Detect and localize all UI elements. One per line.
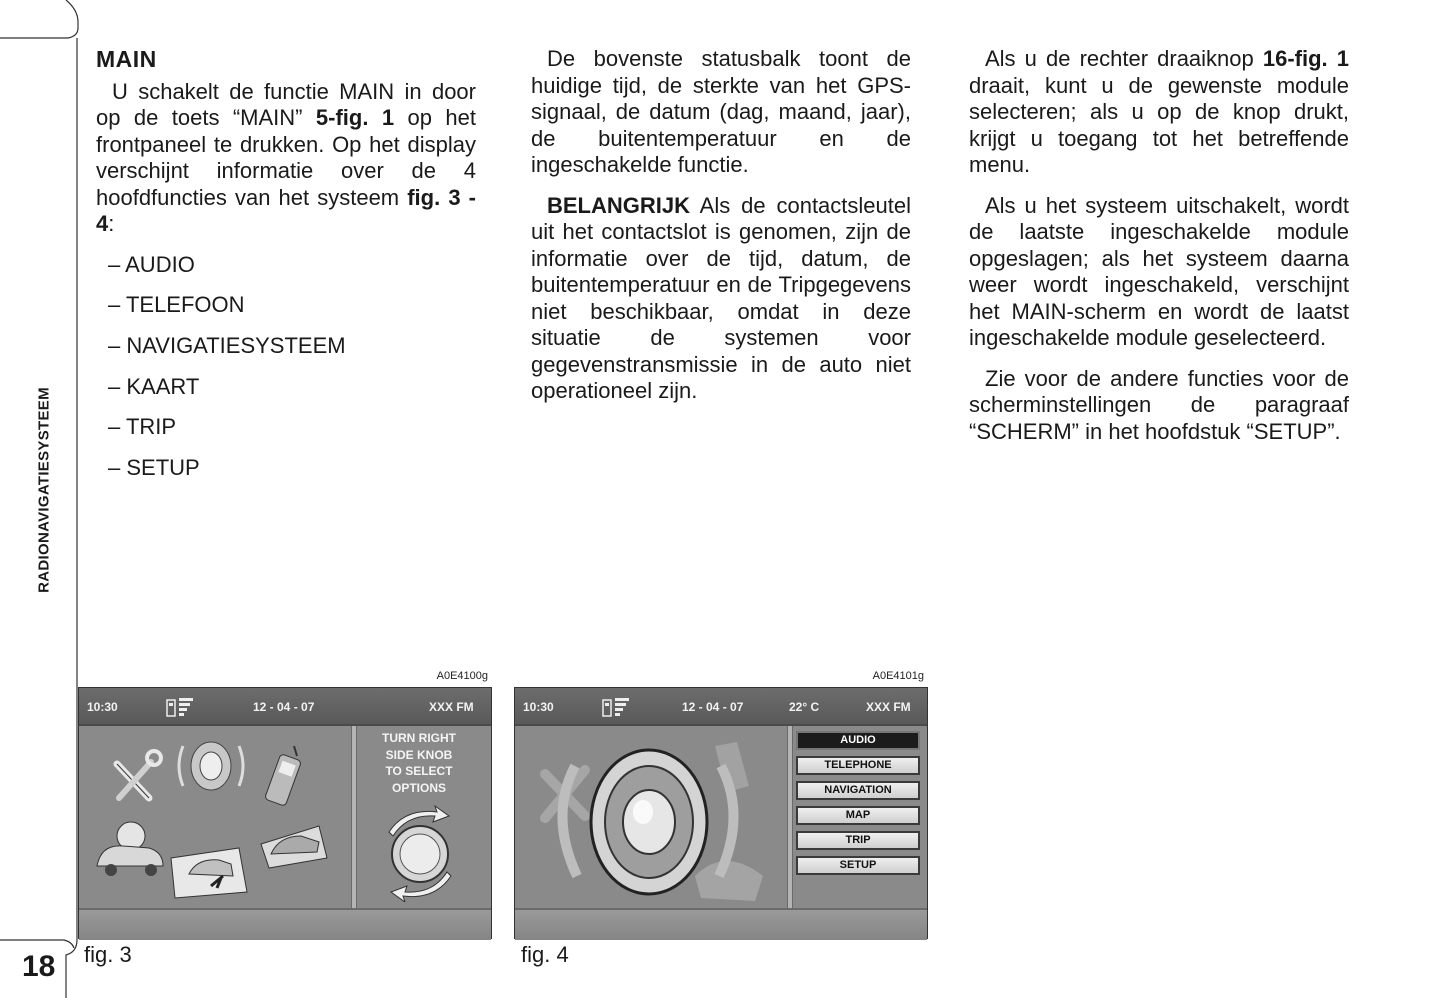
section-heading: MAIN — [96, 46, 157, 72]
paragraph-shutdown: Als u het systeem uitschakelt, wordt de laatste ingeschakelde module opgeslagen; als het systeem daarna weer wordt ingeschakeld, verschijnt het MAIN-scherm en wordt de laatst ingeschakelde module geselecteerd. — [969, 192, 1349, 350]
important-label: BELANGRIJK — [547, 192, 691, 218]
text-run: draait, kunt u de gewenste module selecteren; als u op de knop drukt, krijgt u toegang tot het betreffende menu. — [969, 72, 1349, 177]
gps-signal-icon — [601, 696, 631, 721]
list-item: – KAART — [108, 373, 200, 399]
speaker-icon[interactable] — [179, 742, 243, 790]
figure-reference: 16-fig. 1 — [1262, 46, 1349, 71]
knob-icon[interactable] — [375, 802, 465, 902]
status-source: XXX FM — [866, 700, 911, 714]
menu-setup-button[interactable]: SETUP — [796, 856, 920, 875]
text-run: op het frontpaneel te drukken. Op het display verschijnt informatie over de 4 hoofdfuncties van het systeem — [96, 105, 476, 210]
function-list — [96, 252, 476, 482]
page-number: 18 — [22, 950, 56, 983]
status-bar — [79, 688, 491, 726]
paragraph-important — [531, 193, 911, 405]
menu-audio-button[interactable]: AUDIO — [796, 731, 920, 750]
menu-trip-button[interactable]: TRIP — [796, 831, 920, 850]
menu-telephone-button[interactable]: TELEPHONE — [796, 756, 920, 775]
screen-footer-bar — [79, 908, 491, 940]
chapter-side-title: RADIONAVIGATIESYSTEEM — [35, 387, 53, 593]
figure-reference: 5-fig. 1 — [315, 105, 395, 130]
text-column-2 — [531, 46, 911, 419]
text-run: Als u de rechter draaiknop — [985, 46, 1263, 71]
hint-line: TO SELECT — [385, 764, 453, 778]
speaker-icon — [515, 726, 787, 908]
list-item: – TRIP — [108, 414, 177, 440]
menu-map-button[interactable]: MAP — [796, 806, 920, 825]
status-source: XXX FM — [429, 700, 474, 714]
figure-3 — [78, 670, 492, 939]
figure-3-caption: fig. 3 — [84, 942, 132, 967]
figure-reference: fig. 3 - 4 — [96, 184, 476, 236]
list-item: – AUDIO — [108, 251, 195, 277]
hint-line: TURN RIGHT — [382, 731, 456, 745]
status-time: 10:30 — [523, 700, 554, 714]
hint-line: SIDE KNOB — [385, 747, 453, 762]
phone-icon[interactable] — [264, 746, 301, 806]
main-icons-area — [79, 726, 491, 908]
panel-divider — [787, 726, 793, 908]
text-column-1 — [96, 46, 476, 496]
figure-code: A0E4101g — [872, 670, 924, 682]
list-item: – SETUP — [108, 454, 200, 480]
list-item: – TELEFOON — [108, 292, 245, 318]
text-run: U schakelt de functie MAIN in door op de toets “MAIN” — [96, 78, 476, 130]
paragraph-see-also: Zie voor de andere functies voor de scherminstellingen de paragraaf “SCHERM” in het hoofdstuk “SETUP”. — [969, 365, 1349, 444]
display-screen — [78, 687, 492, 939]
stopwatch-car-icon[interactable] — [97, 822, 163, 876]
status-bar — [515, 688, 927, 726]
status-time: 10:30 — [87, 700, 118, 714]
paragraph-statusbar: De bovenste statusbalk toont de huidige tijd, de sterkte van het GPS-signaal, de datum (dag, maand, jaar), de buitentemperatuur en de ingeschakelde functie. — [531, 46, 911, 177]
text-run: Als de contactsleutel uit het contactslot is genomen, zijn de informatie over de tijd, datum, de buitentemperatuur en de Tripgegevens niet beschikbaar, omdat in deze situatie de systemen voor gegevenstransmissie in de auto niet operationeel zijn. — [531, 192, 911, 403]
list-item: – NAVIGATIESYSTEEM — [108, 332, 346, 358]
paragraph-knob — [969, 46, 1349, 179]
panel-divider — [351, 726, 357, 908]
gps-signal-icon — [165, 696, 195, 721]
screen-footer-bar — [515, 908, 927, 940]
text-column-3 — [969, 46, 1349, 459]
knob-hint-text — [359, 730, 479, 796]
map-car-icon[interactable] — [171, 848, 247, 898]
figure-4 — [514, 670, 928, 939]
figure-code: A0E4100g — [436, 670, 488, 682]
status-date: 12 - 04 - 07 — [253, 700, 315, 714]
paragraph-main-intro — [96, 79, 476, 238]
text-run: : — [108, 211, 115, 236]
hint-line: OPTIONS — [391, 780, 446, 795]
status-temperature: 22° C — [789, 700, 820, 714]
tools-icon[interactable] — [117, 751, 161, 798]
car-icon[interactable] — [261, 826, 327, 868]
figure-4-caption: fig. 4 — [521, 942, 569, 967]
status-date: 12 - 04 - 07 — [682, 700, 744, 714]
menu-navigation-button[interactable]: NAVIGATION — [796, 781, 920, 800]
main-menu-area — [515, 726, 927, 908]
display-screen — [514, 687, 928, 939]
